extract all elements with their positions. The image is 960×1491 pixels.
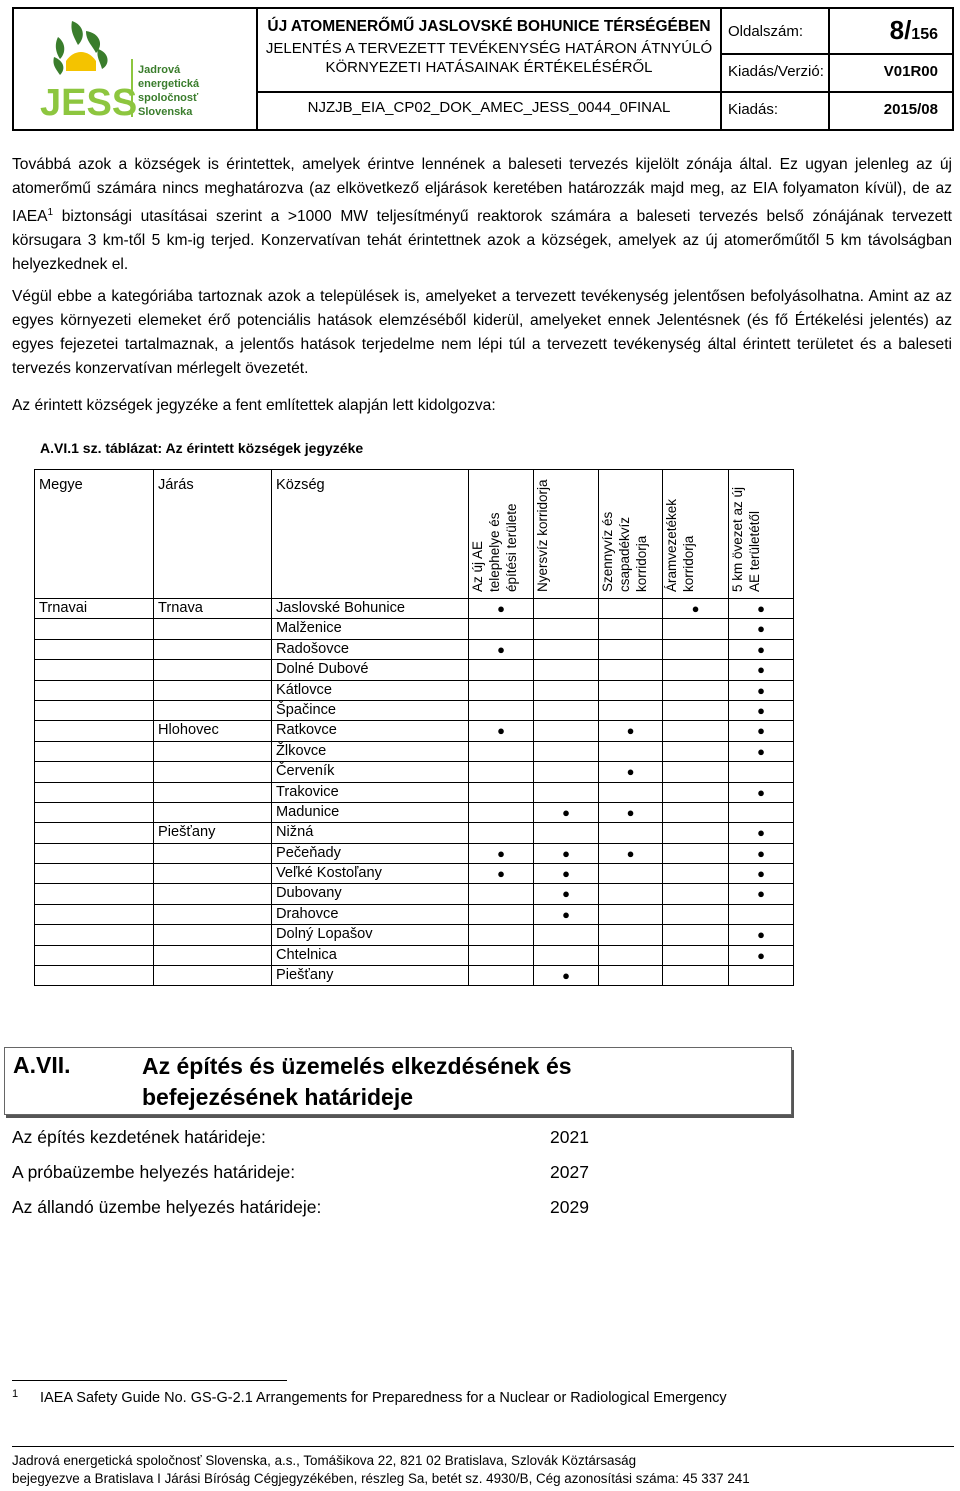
header-5km-zone: 5 km övezet az új AE területétől (729, 470, 794, 599)
cell-jaras (154, 660, 272, 680)
cell-kozseg: Červeník (272, 762, 469, 782)
cell-mark (729, 864, 794, 884)
cell-mark (729, 660, 794, 680)
cell-jaras (154, 843, 272, 863)
cell-kozseg: Drahovce (272, 904, 469, 924)
cell-mark (663, 619, 729, 639)
cell-megye (35, 619, 154, 639)
cell-mark (599, 639, 663, 659)
svg-text:energetická: energetická (138, 78, 200, 90)
cell-mark (469, 884, 534, 904)
cell-mark (599, 884, 663, 904)
svg-text:Jadrová: Jadrová (138, 64, 181, 76)
cell-mark (534, 660, 599, 680)
cell-mark (534, 680, 599, 700)
cell-kozseg: Piešťany (272, 966, 469, 986)
dot-mark: ● (757, 723, 765, 739)
cell-mark (663, 700, 729, 720)
table-row (35, 966, 794, 986)
cell-mark (729, 966, 794, 986)
cell-kozseg: Dubovany (272, 884, 469, 904)
cell-mark (534, 843, 599, 863)
cell-megye (35, 660, 154, 680)
cell-mark (729, 619, 794, 639)
cell-mark (663, 741, 729, 761)
table-row (35, 843, 794, 863)
page-number: 8/156 (889, 15, 938, 45)
cell-mark (599, 904, 663, 924)
cell-mark (663, 599, 729, 619)
header-construction-site: Az új AE telephelye és építési területe (469, 470, 534, 599)
cell-mark (663, 660, 729, 680)
cell-mark (534, 599, 599, 619)
cell-mark (729, 721, 794, 741)
cell-mark (534, 700, 599, 720)
cell-mark (469, 864, 534, 884)
cell-mark (729, 802, 794, 822)
cell-jaras (154, 945, 272, 965)
dot-mark: ● (757, 662, 765, 678)
cell-jaras: Trnava (154, 599, 272, 619)
deadline-label-permanent: Az állandó üzembe helyezés határideje: (12, 1197, 322, 1217)
cell-megye (35, 782, 154, 802)
cell-jaras (154, 802, 272, 822)
cell-mark (663, 925, 729, 945)
cell-mark (729, 904, 794, 924)
cell-kozseg: Pečeňady (272, 843, 469, 863)
dot-mark: ● (562, 886, 570, 902)
table-row (35, 802, 794, 822)
version-value: V01R00 (883, 63, 938, 80)
cell-mark (663, 823, 729, 843)
table-row (35, 619, 794, 639)
dot-mark: ● (757, 784, 765, 800)
cell-mark (534, 721, 599, 741)
header-raw-water: Nyersvíz korridorja (534, 470, 599, 599)
cell-mark (534, 802, 599, 822)
cell-mark (599, 966, 663, 986)
cell-mark (469, 843, 534, 863)
cell-mark (599, 700, 663, 720)
cell-mark (599, 762, 663, 782)
cell-mark (534, 884, 599, 904)
cell-jaras (154, 884, 272, 904)
page-label: Oldalszám: (728, 23, 804, 40)
table-header-row (35, 470, 794, 599)
table-row (35, 925, 794, 945)
cell-mark (469, 721, 534, 741)
cell-kozseg: Veľké Kostoľany (272, 864, 469, 884)
cell-mark (663, 966, 729, 986)
dot-mark: ● (757, 641, 765, 657)
cell-kozseg: Špačince (272, 700, 469, 720)
cell-mark (534, 823, 599, 843)
dot-mark: ● (497, 723, 505, 739)
footnote-text: IAEA Safety Guide No. GS-G-2.1 Arrangements for Preparedness for a Nuclear or Radiological Emergency (40, 1390, 727, 1406)
cell-kozseg: Ratkovce (272, 721, 469, 741)
table-row (35, 762, 794, 782)
cell-mark (534, 864, 599, 884)
dot-mark: ● (497, 641, 505, 657)
document-header (12, 7, 954, 131)
section-title: Az építés és üzemelés elkezdésének és befejezésének határideje (142, 1053, 572, 1110)
cell-megye (35, 680, 154, 700)
cell-megye (35, 762, 154, 782)
cell-mark (599, 782, 663, 802)
cell-mark (599, 680, 663, 700)
cell-mark (534, 925, 599, 945)
table-row (35, 945, 794, 965)
table-row (35, 864, 794, 884)
cell-mark (469, 741, 534, 761)
cell-jaras (154, 619, 272, 639)
cell-mark (469, 680, 534, 700)
footer-line-1: Jadrová energetická spoločnosť Slovenska, a.s., Tomášikova 22, 821 02 Bratislava, Szlovák Köztársaság (12, 1453, 637, 1468)
header-wastewater: Szennyvíz és csapadékvíz korridorja (599, 470, 663, 599)
cell-mark (599, 619, 663, 639)
header-meta (722, 9, 952, 129)
header-title-2: JELENTÉS A TERVEZETT TEVÉKENYSÉG HATÁRON ÁTNYÚLÓ (265, 40, 713, 57)
footnote-separator (12, 1380, 287, 1381)
cell-mark (469, 925, 534, 945)
cell-kozseg: Jaslovské Bohunice (272, 599, 469, 619)
table-row (35, 639, 794, 659)
table-row (35, 599, 794, 619)
cell-kozseg: Radošovce (272, 639, 469, 659)
paragraph-list-intro: Az érintett községek jegyzéke a fent említettek alapján lett kidolgozva: (12, 397, 496, 414)
cell-mark (534, 619, 599, 639)
cell-jaras (154, 700, 272, 720)
dot-mark: ● (626, 845, 635, 861)
deadline-value-construction: 2021 (550, 1127, 589, 1147)
cell-mark (663, 680, 729, 700)
cell-mark (729, 599, 794, 619)
cell-mark (729, 925, 794, 945)
dot-mark: ● (757, 927, 765, 943)
jess-logo-icon (14, 9, 254, 127)
cell-kozseg: Chtelnica (272, 945, 469, 965)
cell-mark (599, 660, 663, 680)
dot-mark: ● (757, 601, 765, 616)
cell-mark (534, 966, 599, 986)
cell-mark (729, 884, 794, 904)
cell-mark (469, 945, 534, 965)
dot-mark: ● (562, 845, 570, 861)
issue-value: 2015/08 (883, 101, 938, 118)
cell-megye (35, 945, 154, 965)
cell-kozseg: Dolný Lopašov (272, 925, 469, 945)
table-row (35, 721, 794, 741)
cell-megye (35, 823, 154, 843)
cell-megye (35, 925, 154, 945)
deadline-value-permanent: 2029 (550, 1197, 589, 1217)
cell-jaras: Piešťany (154, 823, 272, 843)
company-logo (14, 9, 258, 129)
table-row (35, 904, 794, 924)
footnote-ref: 1 (47, 207, 54, 218)
cell-kozseg: Trakovice (272, 782, 469, 802)
cell-mark (599, 741, 663, 761)
cell-megye (35, 843, 154, 863)
cell-mark (729, 700, 794, 720)
cell-mark (663, 843, 729, 863)
header-megye: Megye (35, 470, 154, 599)
deadline-value-trial: 2027 (550, 1162, 589, 1182)
cell-mark (729, 945, 794, 965)
cell-mark (599, 599, 663, 619)
table-row (35, 741, 794, 761)
cell-mark (729, 823, 794, 843)
cell-mark (469, 619, 534, 639)
table-caption: A.VI.1 sz. táblázat: Az érintett községek jegyzéke (40, 440, 364, 456)
table-row (35, 680, 794, 700)
header-title-1: ÚJ ATOMENERŐMŰ JASLOVSKÉ BOHUNICE TÉRSÉGÉBEN (267, 18, 711, 35)
dot-mark: ● (757, 886, 765, 902)
cell-jaras (154, 741, 272, 761)
dot-mark: ● (626, 723, 635, 739)
table-row (35, 782, 794, 802)
cell-mark (599, 843, 663, 863)
cell-jaras (154, 762, 272, 782)
paragraph-significant-impact: Végül ebbe a kategóriába tartoznak azok a települések is, amelyeket a tervezett tevékenység jelentősen befolyásolhatna. Amint az az egyes környezeti elemeket érő potenciális hatások elemzéséből kiderül, amelyeket ennek Jelentésnek (és fő Értékelési jelentés) az egyes fejezetei tartalmaznak, a jelentős hatások terjedelme nem lépi túl a tervezett tevékenység által érintett területet és a baleseti tervezés konzervatívan mérlegelt övezetét. (12, 288, 952, 377)
cell-jaras (154, 782, 272, 802)
cell-mark (534, 904, 599, 924)
paragraph-affected-zone: Továbbá azok a községek is érintettek, amelyek érintve lennének a baleseti tervezés kijelölt zónája által. Ez ugyan jelenleg az új atomerőmű számára nincs meghatározva (az elkövetkező eljárások keretében határozzák majd meg, az EIA folyamaton kívül), de az IAEA$^1$ biztonsági utasításai szerint a >1000 MW teljesítményű reaktorok számára a baleseti tervezés belső zónájának tervezett körsugara 3 km-től 5 km-ig terjed. Konzervatívan tehát érintettnek azok a községek, amelyek az új atomerőműtől 5 km távolságban helyezkednek el. (12, 156, 952, 274)
svg-text:Slovenska: Slovenska (138, 106, 193, 118)
cell-jaras: Hlohovec (154, 721, 272, 741)
cell-jaras (154, 864, 272, 884)
cell-mark (469, 762, 534, 782)
cell-megye (35, 884, 154, 904)
dot-mark: ● (757, 743, 765, 759)
cell-mark (469, 966, 534, 986)
table-row (35, 884, 794, 904)
dot-mark: ● (562, 906, 570, 922)
dot-mark: ● (757, 825, 765, 841)
table-row (35, 700, 794, 720)
cell-jaras (154, 639, 272, 659)
cell-mark (599, 802, 663, 822)
footnote-number: 1 (12, 1388, 19, 1400)
dot-mark: ● (757, 866, 765, 882)
cell-mark (663, 884, 729, 904)
cell-megye (35, 966, 154, 986)
cell-mark (534, 945, 599, 965)
cell-mark (534, 741, 599, 761)
cell-kozseg: Dolné Dubové (272, 660, 469, 680)
affected-municipalities-table (34, 469, 794, 986)
cell-mark (599, 823, 663, 843)
deadline-label-construction: Az építés kezdetének határideje: (12, 1127, 266, 1147)
deadline-label-trial: A próbaüzembe helyezés határideje: (12, 1162, 296, 1182)
cell-kozseg: Madunice (272, 802, 469, 822)
dot-mark: ● (626, 804, 635, 820)
section-heading (4, 1047, 792, 1115)
header-jaras: Járás (154, 470, 272, 599)
cell-kozseg: Kátlovce (272, 680, 469, 700)
cell-jaras (154, 966, 272, 986)
cell-jaras (154, 904, 272, 924)
cell-mark (534, 762, 599, 782)
dot-mark: ● (626, 764, 635, 780)
cell-mark (663, 945, 729, 965)
dot-mark: ● (757, 947, 765, 963)
dot-mark: ● (562, 968, 570, 984)
issue-label: Kiadás: (728, 101, 779, 118)
cell-mark (469, 823, 534, 843)
cell-mark (469, 599, 534, 619)
cell-mark (663, 802, 729, 822)
cell-mark (469, 639, 534, 659)
cell-mark (729, 741, 794, 761)
cell-mark (729, 843, 794, 863)
cell-mark (729, 680, 794, 700)
cell-mark (469, 782, 534, 802)
cell-mark (663, 782, 729, 802)
header-title-block (258, 9, 722, 129)
cell-megye (35, 639, 154, 659)
svg-text:JESS: JESS (40, 82, 138, 124)
cell-mark (469, 660, 534, 680)
cell-kozseg: Malženice (272, 619, 469, 639)
dot-mark: ● (562, 804, 570, 820)
cell-mark (599, 721, 663, 741)
cell-mark (663, 904, 729, 924)
cell-megye (35, 741, 154, 761)
cell-megye (35, 721, 154, 741)
document-id: NJZJB_EIA_CP02_DOK_AMEC_JESS_0044_0FINAL (307, 99, 671, 116)
cell-mark (663, 639, 729, 659)
dot-mark: ● (757, 702, 765, 718)
cell-mark (729, 639, 794, 659)
cell-jaras (154, 680, 272, 700)
dot-mark: ● (497, 866, 505, 882)
section-number: A.VII. (13, 1052, 71, 1078)
cell-mark (534, 782, 599, 802)
dot-mark: ● (757, 682, 765, 698)
cell-mark (599, 864, 663, 884)
cell-mark (599, 925, 663, 945)
table-row (35, 823, 794, 843)
header-power-lines: Áramvezetékek korridorja (663, 470, 729, 599)
cell-kozseg: Nižná (272, 823, 469, 843)
header-title-3: KÖRNYEZETI HATÁSAINAK ÉRTÉKELÉSÉRŐL (325, 59, 653, 76)
cell-megye (35, 700, 154, 720)
dot-mark: ● (757, 621, 765, 637)
dot-mark: ● (562, 866, 570, 882)
footer-line-2: bejegyezve a Bratislava I Járási Bíróság Cégjegyzékében, részleg Sa, betét sz. 4930/B, Cég azonosítási száma: 45 337 241 (12, 1471, 750, 1486)
cell-mark (469, 904, 534, 924)
dot-mark: ● (497, 845, 505, 861)
footer-separator (12, 1446, 954, 1447)
cell-mark (469, 802, 534, 822)
dot-mark: ● (757, 845, 765, 861)
version-label: Kiadás/Verzió: (728, 63, 824, 80)
cell-megye: Trnavai (35, 599, 154, 619)
cell-megye (35, 904, 154, 924)
cell-mark (663, 762, 729, 782)
cell-megye (35, 802, 154, 822)
header-kozseg: Község (272, 470, 469, 599)
cell-mark (663, 864, 729, 884)
cell-kozseg: Žlkovce (272, 741, 469, 761)
cell-mark (663, 721, 729, 741)
cell-mark (599, 945, 663, 965)
cell-mark (729, 782, 794, 802)
cell-megye (35, 864, 154, 884)
cell-mark (729, 762, 794, 782)
dot-mark: ● (497, 601, 505, 616)
dot-mark: ● (691, 601, 700, 616)
cell-mark (534, 639, 599, 659)
svg-text:spoločnosť: spoločnosť (138, 92, 199, 104)
cell-mark (469, 700, 534, 720)
table-row (35, 660, 794, 680)
cell-jaras (154, 925, 272, 945)
